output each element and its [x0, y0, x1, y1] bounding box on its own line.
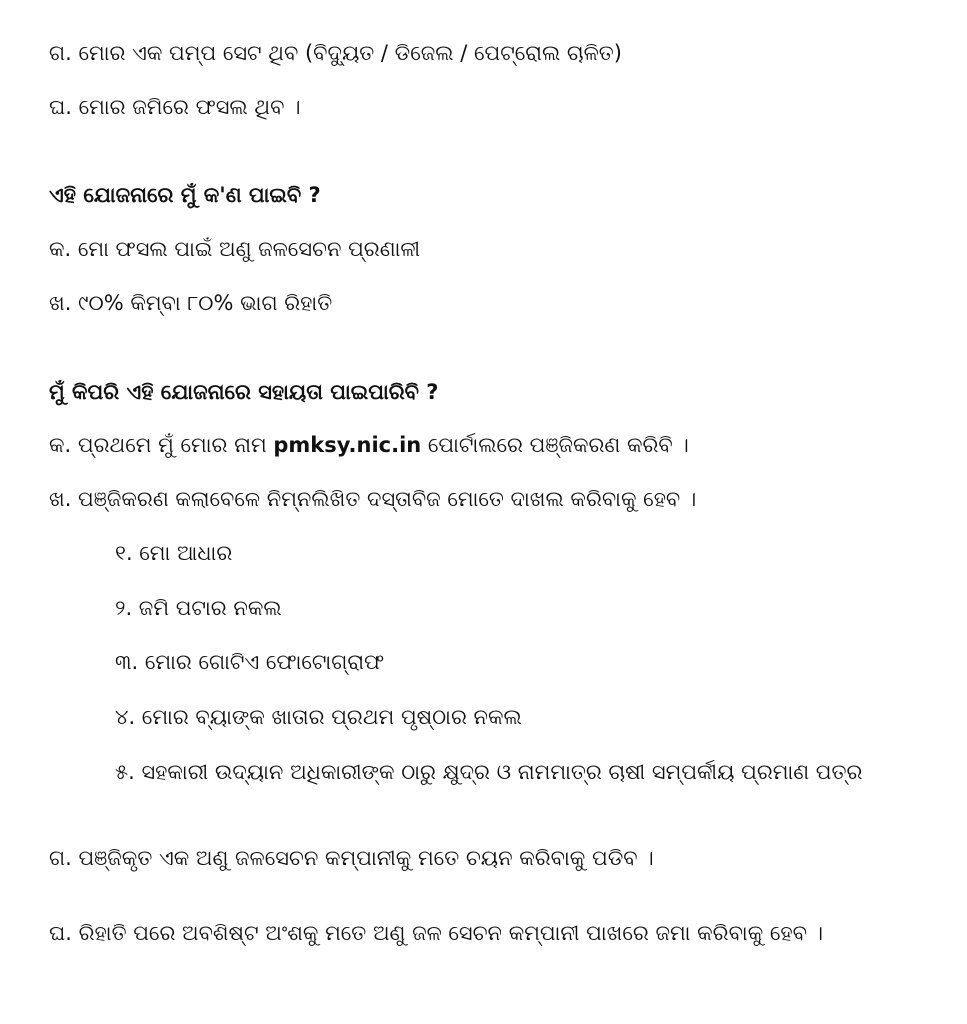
benefit-item-kha: ଖ. ୯୦% କିମ୍ବା ୮୦% ଭାଗ ରିହାତି [49, 291, 333, 315]
document-item-3: ୩. ମୋର ଗୋଟିଏ ଫୋଟୋଗ୍ରାଫ [115, 650, 385, 674]
how-to-item-ka-prefix: କ. ପ୍ରଥମେ ମୁଁ ମୋର ନାମ [49, 433, 274, 457]
how-to-item-ka [49, 430, 689, 460]
document-item-5: ୫. ସହକାରୀ ଉଦ୍ୟାନ ଅଧିକାରୀଙ୍କ ଠାରୁ କ୍ଷୁଦ୍ର ଓ ନାମମାତ୍ର ଚାଷୀ ସମ୍ପର୍କୀୟ ପ୍ରମାଣ ପତ୍ର [115, 760, 863, 784]
portal-link[interactable]: pmksy.nic.in [273, 433, 422, 457]
how-to-item-ga: ଗ. ପଞ୍ଜିକୃତ ଏକ ଅଣୁ ଜଳସେଚନ କମ୍ପାନୀକୁ ମତେ ଚୟନ କରିବାକୁ ପଡିବ । [49, 846, 654, 870]
eligibility-item-ga: ଗ. ମୋର ଏକ ପମ୍ପ ସେଟ ଥିବ (ବିଦ୍ୟୁତ / ଡିଜେଲ / ପେଟ୍ରୋଲ ଚାଳିତ) [49, 41, 622, 65]
how-to-heading: ମୁଁ କିପରି ଏହି ଯୋଜନାରେ ସହାୟତା ପାଇପାରିବି ? [49, 380, 439, 404]
how-to-item-ka-suffix: ପୋର୍ଟାଲରେ ପଞ୍ଜିକରଣ କରିବି । [421, 433, 689, 457]
how-to-item-kha: ଖ. ପଞ୍ଜିକରଣ କଲାବେଳେ ନିମ୍ନଲିଖିତ ଦସ୍ତାବିଜ ମୋତେ ଦାଖଲ କରିବାକୁ ହେବ । [49, 487, 697, 511]
document-item-1: ୧. ମୋ ଆଧାର [115, 541, 233, 565]
how-to-item-gha: ଘ. ରିହାତି ପରେ ଅବଶିଷ୍ଟ ଅଂଶକୁ ମତେ ଅଣୁ ଜଳ ସେଚନ କମ୍ପାନୀ ପାଖରେ ଜମା କରିବାକୁ ହେବ । [49, 921, 824, 945]
eligibility-item-gha: ଘ. ମୋର ଜମିରେ ଫସଲ ଥିବ । [49, 95, 301, 119]
document-item-4: ୪. ମୋର ବ୍ୟାଙ୍କ ଖାତାର ପ୍ରଥମ ପୃଷ୍ଠାର ନକଲ [115, 705, 522, 729]
benefit-item-ka: କ. ମୋ ଫସଲ ପାଇଁ ଅଣୁ ଜଳସେଚନ ପ୍ରଣାଳୀ [49, 237, 421, 261]
benefits-heading: ଏହି ଯୋଜନାରେ ମୁଁ କ'ଣ ପାଇବି ? [49, 183, 321, 207]
document-item-2: ୨. ଜମି ପଟାର ନକଲ [115, 596, 282, 620]
